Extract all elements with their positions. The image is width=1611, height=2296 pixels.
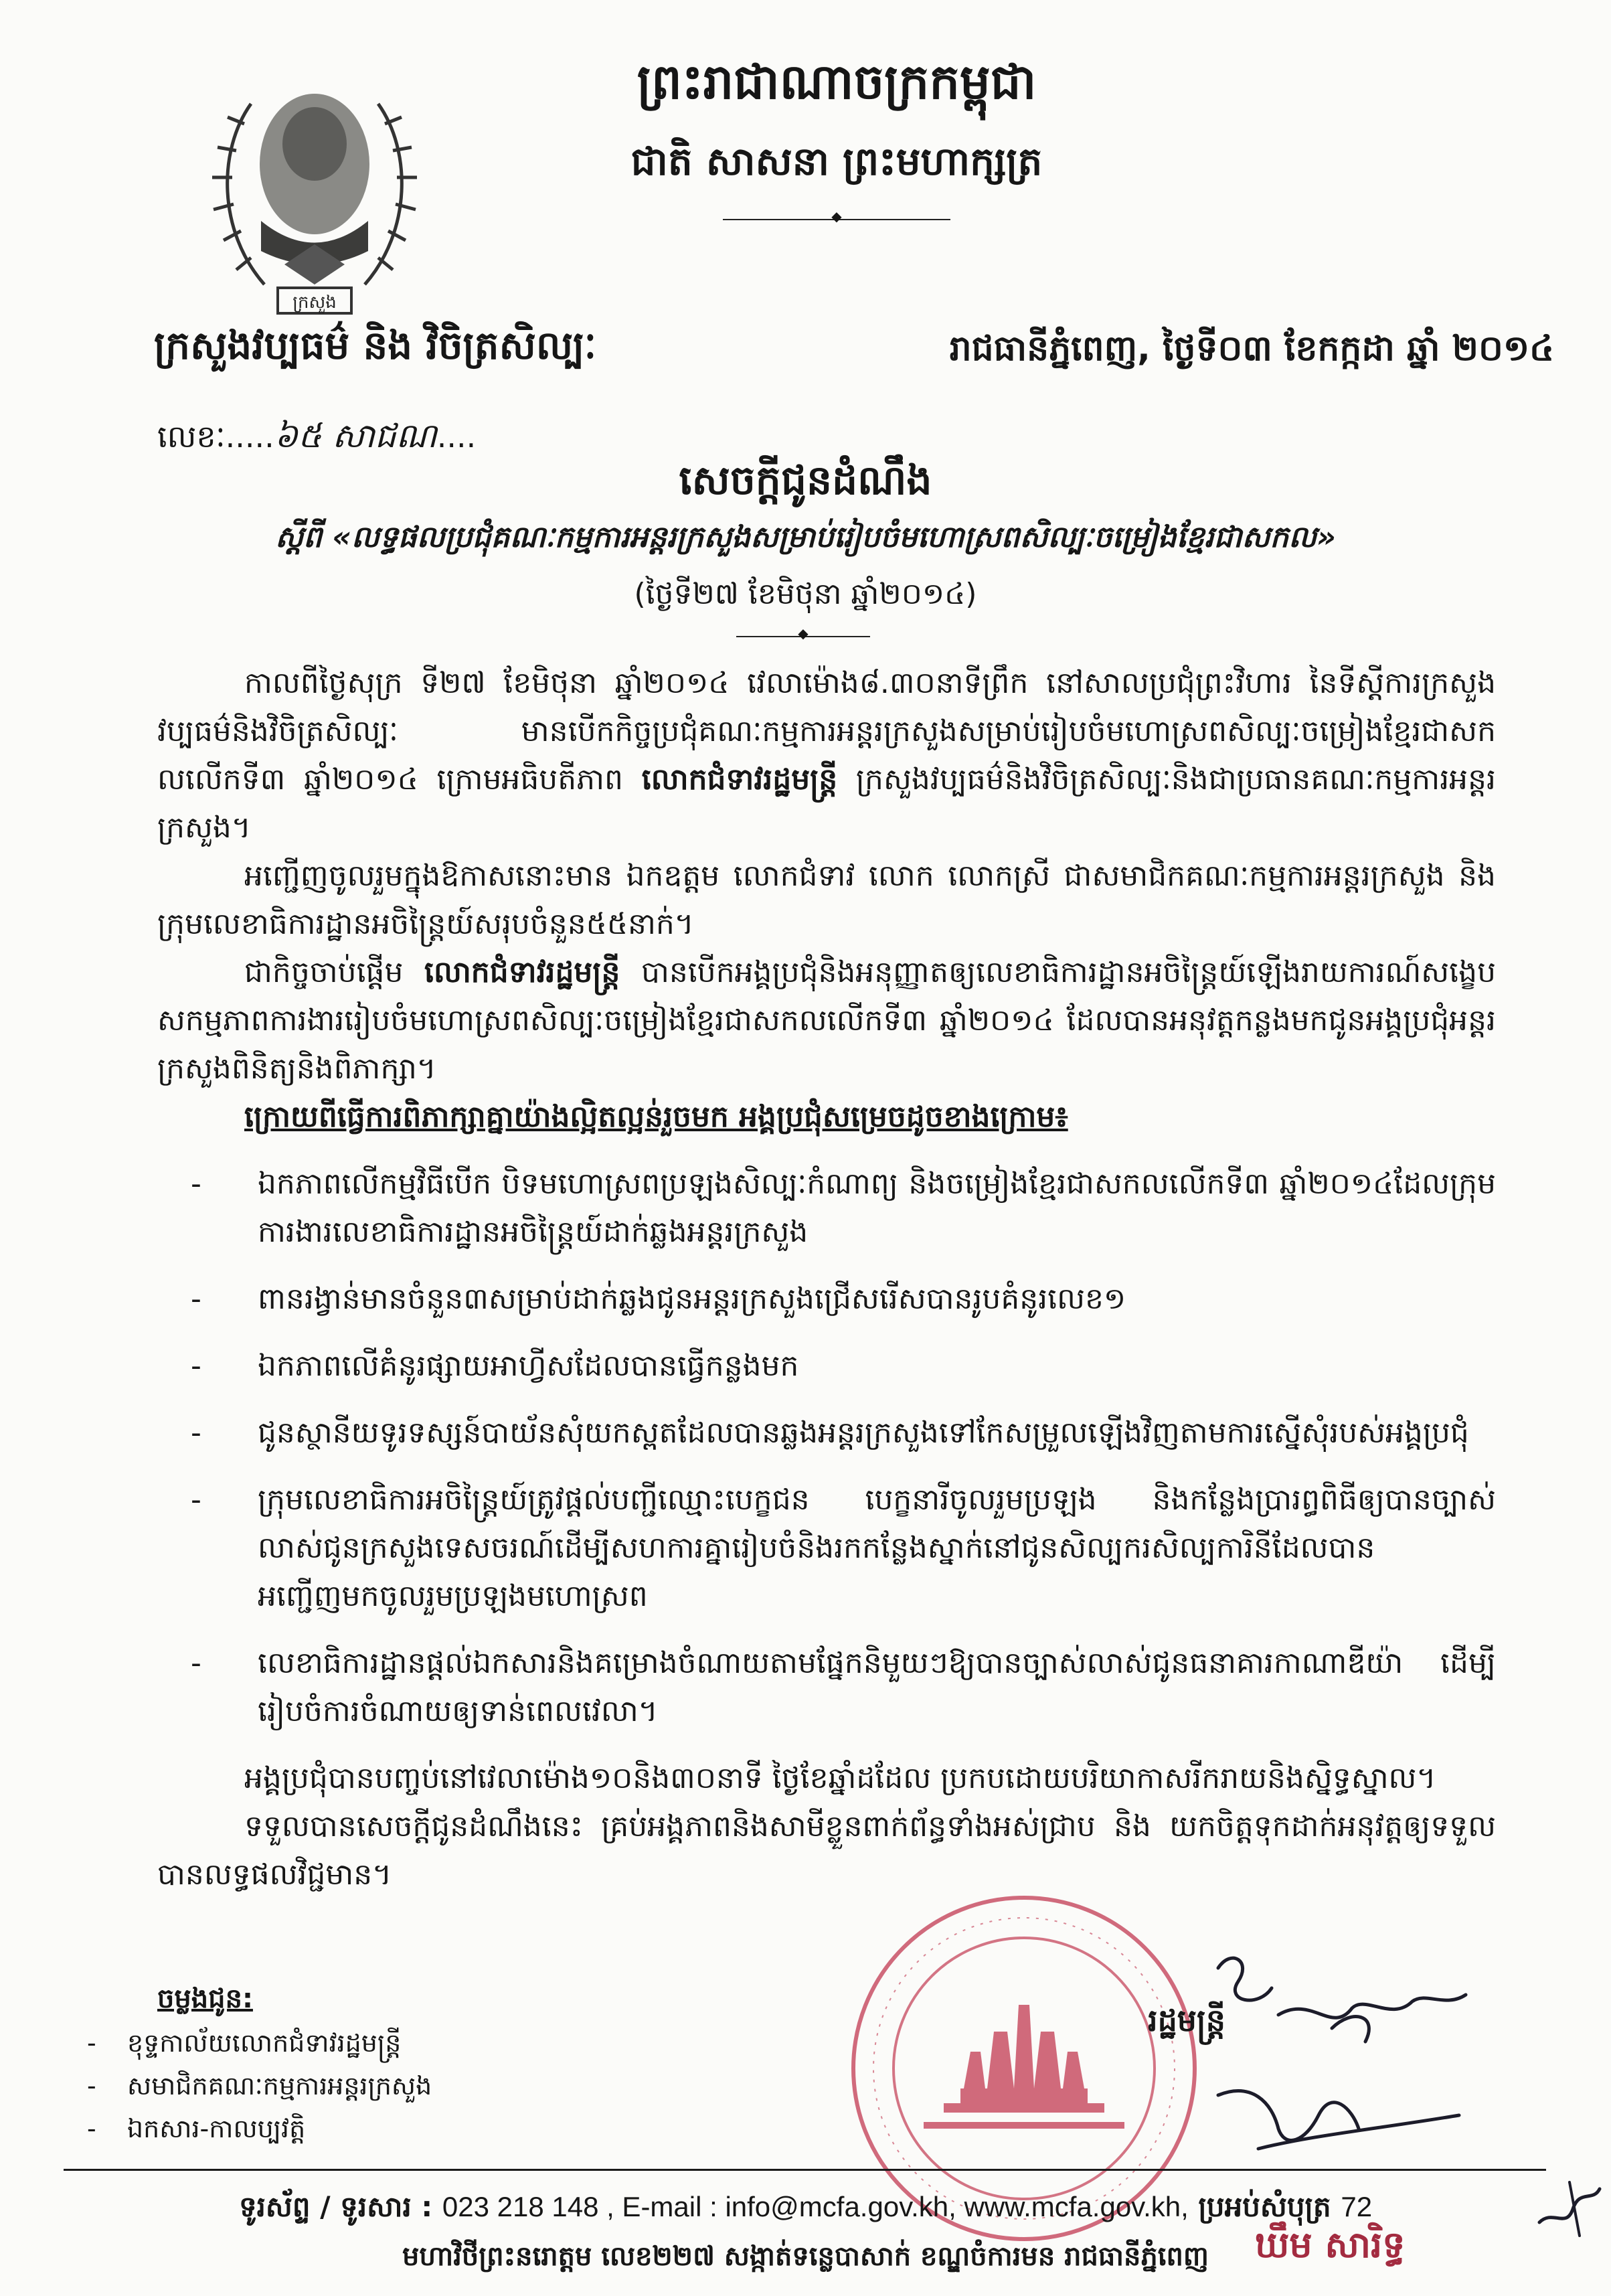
document-body — [157, 659, 1496, 1899]
dateline: រាជធានីភ្នំពេញ, ថ្ងៃទី០៣ ខែកក្កដា ឆ្នាំ ២០១៤ — [949, 329, 1554, 369]
decision-list — [157, 1160, 1496, 1736]
national-motto: ជាតិ សាសនា ព្រះមហាក្សត្រ — [630, 139, 1043, 184]
list-item: - ឯកភាពលើគំនូរផ្សាយអាហ្វីសដែលបានធ្វើកន្លងមក — [171, 1342, 1496, 1390]
footer-po-number: 72 — [1341, 2191, 1373, 2222]
ministry-logo — [204, 64, 425, 331]
reference-label: លេខៈ — [157, 418, 226, 455]
handwritten-signature — [1178, 1928, 1493, 2209]
list-item: - ឯកភាពលើកម្មវិធីបើក បិទមហោស្រពប្រឡងសិល្បៈកំណាព្យ និងចម្រៀងខ្មែរជាសកលលើកទី៣ ឆ្នាំ២០១៤ដែលក្រុមការងារលេខាធិការដ្ឋានអចិន្ត្រៃយ៍ដាក់ឆ្លងអន្តរក្រសួង — [171, 1160, 1496, 1256]
laurel-right-icon — [365, 104, 417, 284]
header-ornament — [723, 218, 950, 222]
list-item: - សមាជិកគណៈកម្មការអន្តរក្រសួង — [74, 2064, 432, 2107]
decision-heading: ក្រោយពីធ្វើការពិភាក្សាគ្នាយ៉ាងល្អិតល្អន់រួចមក អង្គប្រជុំសម្រេចដូចខាងក្រោម៖ — [244, 1100, 1068, 1134]
document-title: សេចក្តីជូនដំណឹង — [679, 457, 932, 504]
list-item: - ក្រុមលេខាធិការអចិន្ត្រៃយ៍ត្រូវផ្តល់បញ្ជីឈ្មោះបេក្ខជន បេក្ខនារីចូលរួមប្រឡង និងកន្លែងប្រារព្ធពិធីឲ្យបានច្បាស់លាស់ជូនក្រសួងទេសចរណ៍ដើម្បីសហការគ្នារៀបចំនិងរកកន្លែងស្នាក់នៅជូនសិល្បករសិល្បការិនីដែលបានអញ្ជើញមកចូលរួមប្រឡងមហោស្រព — [171, 1476, 1496, 1621]
paragraph-5: ទទួលបានសេចក្តីជូនដំណឹងនេះ គ្រប់អង្គភាពនិងសាមីខ្លួនពាក់ព័ន្ធទាំងអស់ជ្រាប និង យកចិត្តទុកដាក់អនុវត្តឲ្យទទួលបានលទ្ធផលវិជ្ជមាន។ — [157, 1809, 1496, 1892]
footer-divider — [64, 2169, 1546, 2171]
angkor-temple-icon — [924, 2005, 1124, 2129]
ministry-name: ក្រសួងវប្បធម៌ និង វិចិត្រសិល្បៈ — [154, 323, 597, 368]
initials-mark — [1533, 2169, 1606, 2249]
paragraph-4: អង្គប្រជុំបានបញ្ចប់នៅវេលាម៉ោង១០និង៣០នាទី ថ្ងៃខែឆ្នាំដដែល ប្រកបដោយបរិយាកាសរីករាយនិងស្និទ្ធស្នាល។ — [244, 1761, 1436, 1795]
kingdom-heading: ព្រះរាជាណាចក្រកម្ពុជា — [637, 54, 1037, 110]
list-item: - ខុទ្ទកាល័យលោកជំទាវរដ្ឋមន្ត្រី — [74, 2022, 432, 2064]
reference-value: ៦៥ សាជណ — [274, 416, 437, 455]
reference-number: លេខៈ.....៦៥ សាជណ.... — [157, 416, 477, 455]
list-item: - លេខាធិការដ្ឋានផ្តល់ឯកសារនិងគម្រោងចំណាយតាមផ្នែកនិមួយៗឱ្យបានច្បាស់លាស់ជូនធនាគារកាណាឌីយ៉ា ដើម្បីរៀបចំការចំណាយឲ្យទាន់ពេលវេលា។ — [171, 1639, 1496, 1736]
cc-title: ចម្លងជូន: — [157, 1983, 253, 2014]
paragraph-1: កាលពីថ្ងៃសុក្រ ទី២៧ ខែមិថុនា ឆ្នាំ២០១៤ វេលាម៉ោង៨.៣០នាទីព្រឹក នៅសាលប្រជុំព្រះវិហារ នៃទីស្តីការក្រសួងវប្បធម៌និងវិចិត្រសិល្បៈ មានបើកកិច្ចប្រជុំគណៈកម្មការអន្តរក្រសួងសម្រាប់រៀបចំមហោស្រពសិល្បៈចម្រៀងខ្មែរជាសកលលើកទី៣ ឆ្នាំ២០១៤ ក្រោមអធិបតីភាព លោកជំទាវរដ្ឋមន្ត្រី ក្រសួងវប្បធម៌និងវិចិត្រសិល្បៈនិងជាប្រធានគណៈកម្មការអន្តរក្រសួង។ — [157, 666, 1496, 845]
cc-list — [74, 2022, 432, 2150]
document-date: (ថ្ងៃទី២៧ ខែមិថុនា ឆ្នាំ២០១៤) — [634, 577, 977, 611]
list-item: - ជូនស្ថានីយទូរទស្សន៍បាយ័នសុំយកស្ពតដែលបានឆ្លងអន្តរក្រសួងទៅកែសម្រួលឡើងវិញតាមការស្នើសុំរបស់អង្គប្រជុំ — [171, 1409, 1496, 1457]
paragraph-3: ជាកិច្ចចាប់ផ្តើម លោកជំទាវរដ្ឋមន្ត្រី បានបើកអង្គប្រជុំនិងអនុញ្ញាតឲ្យលេខាធិការដ្ឋានអចិន្ត្រៃយ៍ឡើងរាយការណ៍សង្ខេបសកម្មភាពការងាររៀបចំមហោស្រពសិល្បៈចម្រៀងខ្មែរជាសកលលើកទី៣ ឆ្នាំ២០១៤ ដែលបានអនុវត្តកន្លងមកជូនអង្គប្រជុំអន្តរក្រសួងពិនិត្យនិងពិភាក្សា។ — [157, 955, 1496, 1086]
list-item: - ពានរង្វាន់មានចំនួន៣សម្រាប់ដាក់ឆ្លងជូនអន្តរក្រសួងជ្រើសរើសបានរូបគំនូរលេខ១ — [171, 1275, 1496, 1323]
footer-contact-details: 023 218 148 , E-mail : info@mcfa.gov.kh, www.mcfa.gov.kh, — [442, 2191, 1189, 2222]
signatory-name: ឃឹម សារិទ្ធ — [1255, 2224, 1406, 2266]
footer-contact — [0, 2189, 1611, 2230]
document-subject: ស្តីពី «លទ្ធផលប្រជុំគណៈកម្មការអន្តរក្រសួងសម្រាប់រៀបចំមហោស្រពសិល្បៈចម្រៀងខ្មែរជាសកល» — [275, 520, 1336, 554]
signatory-role: រដ្ឋមន្ត្រី — [1148, 2002, 1225, 2038]
laurel-left-icon — [212, 104, 264, 284]
footer-address: មហាវិថីព្រះនរោត្តម លេខ២២៧ សង្កាត់ទន្លេបាសាក់ ខណ្ឌចំការមន រាជធានីភ្នំពេញ — [402, 2241, 1209, 2272]
paragraph-2: អញ្ជើញចូលរួមក្នុងឱកាសនោះមាន ឯកឧត្តម លោកជំទាវ លោក លោកស្រី ជាសមាជិកគណៈកម្មការអន្តរក្រសួង និងក្រុមលេខាធិការដ្ឋានអចិន្ត្រៃយ៍សរុបចំនួន៥៥នាក់។ — [157, 859, 1496, 941]
list-item: - ឯកសារ-កាលប្បវត្តិ — [74, 2107, 432, 2150]
footer-phone-label: ទូរស័ព្ទ / ទូរសារ : — [238, 2190, 433, 2223]
title-ornament — [736, 635, 870, 639]
logo-caption: ក្រសួង — [292, 293, 337, 313]
footer-po-label: ប្រអប់សំបុត្រ — [1198, 2190, 1331, 2223]
